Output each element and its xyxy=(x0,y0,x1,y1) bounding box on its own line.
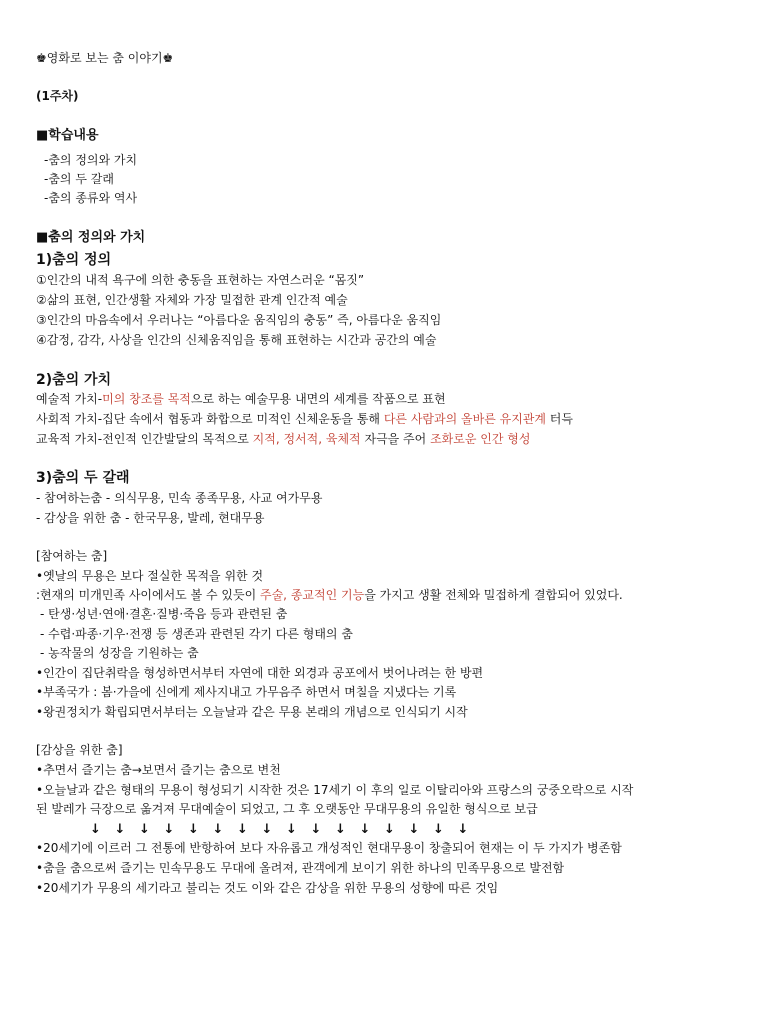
highlight-text: 다른 사람과의 올바른 유지관계 xyxy=(383,412,546,426)
text-span: 을 가지고 생활 전체와 밀접하게 결합되어 있었다. xyxy=(364,588,623,602)
list-item: -춤의 두 갈래 xyxy=(44,172,114,186)
list-item: 된 발레가 극장으로 옮겨져 무대예술이 되었고, 그 후 오랫동안 무대무용의 유일한 형식으로 보급 xyxy=(36,802,538,816)
text-span: 터득 xyxy=(545,412,573,426)
down-arrow-icon: ↓ xyxy=(188,822,199,837)
subheading-value: 2)춤의 가치 xyxy=(36,372,112,388)
list-item: - 참여하는춤 - 의식무용, 민속 종족무용, 사교 여가무용 xyxy=(36,491,323,505)
list-item: •옛날의 무용은 보다 절실한 목적을 위한 것 xyxy=(36,569,264,583)
down-arrow-icon: ↓ xyxy=(237,822,248,837)
down-arrow-icon: ↓ xyxy=(457,822,469,837)
list-item: •부족국가 : 봄·가을에 신에게 제사지내고 가무음주 하면서 며칠을 지냈다는 기록 xyxy=(36,685,457,699)
subheading-two-branches: 3)춤의 두 갈래 xyxy=(36,470,130,486)
section-heading-learning: ■학습내용 xyxy=(36,128,99,143)
list-item: - 농작물의 성장을 기원하는 춤 xyxy=(40,646,199,660)
down-arrow-icon: ↓ xyxy=(139,822,150,837)
list-item: -춤의 종류와 역사 xyxy=(44,191,138,205)
down-arrow-icon: ↓ xyxy=(261,822,273,837)
text-span: 예술적 가치- xyxy=(36,392,103,406)
highlight-text: 주술, 종교적인 기능 xyxy=(260,588,365,602)
list-item: - 탄생·성년·연애·결혼·질병·죽음 등과 관련된 춤 xyxy=(40,607,288,621)
list-item: ②삶의 표현, 인간생활 자체와 가장 밀접한 관계 인간적 예술 xyxy=(36,293,348,307)
list-item: -춤의 정의와 가치 xyxy=(44,153,138,167)
list-item: ③인간의 마음속에서 우러나는 “아름다운 움직임의 충동” 즉, 아름다운 움직임 xyxy=(36,313,442,327)
down-arrow-icon: ↓ xyxy=(90,822,101,837)
section-heading-appreciation: [감상을 위한 춤] xyxy=(36,743,123,757)
list-item: •춤을 춤으로써 즐기는 민속무용도 무대에 올려져, 관객에게 보이기 위한 하나의 민족무용으로 발전함 xyxy=(36,861,565,875)
value-social xyxy=(36,411,573,427)
list-item: •추면서 즐기는 춤→보면서 즐기는 춤으로 변천 xyxy=(36,763,281,777)
down-arrow-icon: ↓ xyxy=(212,822,224,837)
highlight-text: 조화로운 인간 형성 xyxy=(430,432,531,446)
list-item: ①인간의 내적 욕구에 의한 충동을 표현하는 자연스러운 “몸짓” xyxy=(36,273,365,287)
list-item: •왕권정치가 확립되면서부터는 오늘날과 같은 무용 본래의 개념으로 인식되기 시작 xyxy=(36,705,468,719)
list-item: - 감상을 위한 춤 - 한국무용, 발레, 현대무용 xyxy=(36,511,265,525)
down-arrow-icon: ↓ xyxy=(384,822,395,837)
text-span: 으로 하는 예술무용 내면의 세계를 작품으로 표현 xyxy=(190,392,446,406)
value-educational xyxy=(36,431,530,447)
list-item: •오늘날과 같은 형태의 무용이 형성되기 시작한 것은 17세기 이 후의 일로 이탈리아와 프랑스의 궁중오락으로 시작 xyxy=(36,783,634,797)
list-item xyxy=(36,587,623,603)
section-heading-participatory: [참여하는 춤] xyxy=(36,549,108,563)
down-arrow-row xyxy=(90,822,482,837)
down-arrow-icon: ↓ xyxy=(359,822,371,837)
text-span: 자극을 주어 xyxy=(360,432,431,446)
list-item: •20세기에 이르러 그 전통에 반항하여 보다 자유롭고 개성적인 현대무용이 창출되어 현재는 이 두 가지가 병존함 xyxy=(36,841,622,855)
text-span: 교육적 가치-전인적 인간발달의 목적으로 xyxy=(36,432,253,446)
subheading-definition: 1)춤의 정의 xyxy=(36,252,112,268)
down-arrow-icon: ↓ xyxy=(408,822,420,837)
down-arrow-icon: ↓ xyxy=(114,822,126,837)
highlight-text: 미의 창조를 목적 xyxy=(102,392,191,406)
down-arrow-icon: ↓ xyxy=(286,822,297,837)
value-artistic xyxy=(36,391,446,407)
highlight-text: 지적, 정서적, 육체적 xyxy=(252,432,361,446)
down-arrow-icon: ↓ xyxy=(433,822,444,837)
section-heading-definition-value: ■춤의 정의와 가치 xyxy=(36,230,146,245)
down-arrow-icon: ↓ xyxy=(335,822,346,837)
list-item: •인간이 집단취락을 형성하면서부터 자연에 대한 외경과 공포에서 벗어나려는 한 방편 xyxy=(36,666,484,680)
list-item: - 수렵·파종·기우·전쟁 등 생존과 관련된 각기 다른 형태의 춤 xyxy=(40,627,353,641)
text-span: :현재의 미개민족 사이에서도 볼 수 있듯이 xyxy=(36,588,260,602)
down-arrow-icon: ↓ xyxy=(310,822,322,837)
list-item: ④감정, 감각, 사상을 인간의 신체움직임을 통해 표현하는 시간과 공간의 예술 xyxy=(36,333,437,347)
doc-title: ♚영화로 보는 춤 이야기♚ xyxy=(36,51,174,65)
list-item: •20세기가 무용의 세기라고 불리는 것도 이와 같은 감상을 위한 무용의 성향에 따른 것임 xyxy=(36,881,499,895)
week-label: (1주차) xyxy=(36,89,79,103)
down-arrow-icon: ↓ xyxy=(163,822,175,837)
text-span: 사회적 가치-집단 속에서 협동과 화합으로 미적인 신체운동을 통해 xyxy=(36,412,384,426)
